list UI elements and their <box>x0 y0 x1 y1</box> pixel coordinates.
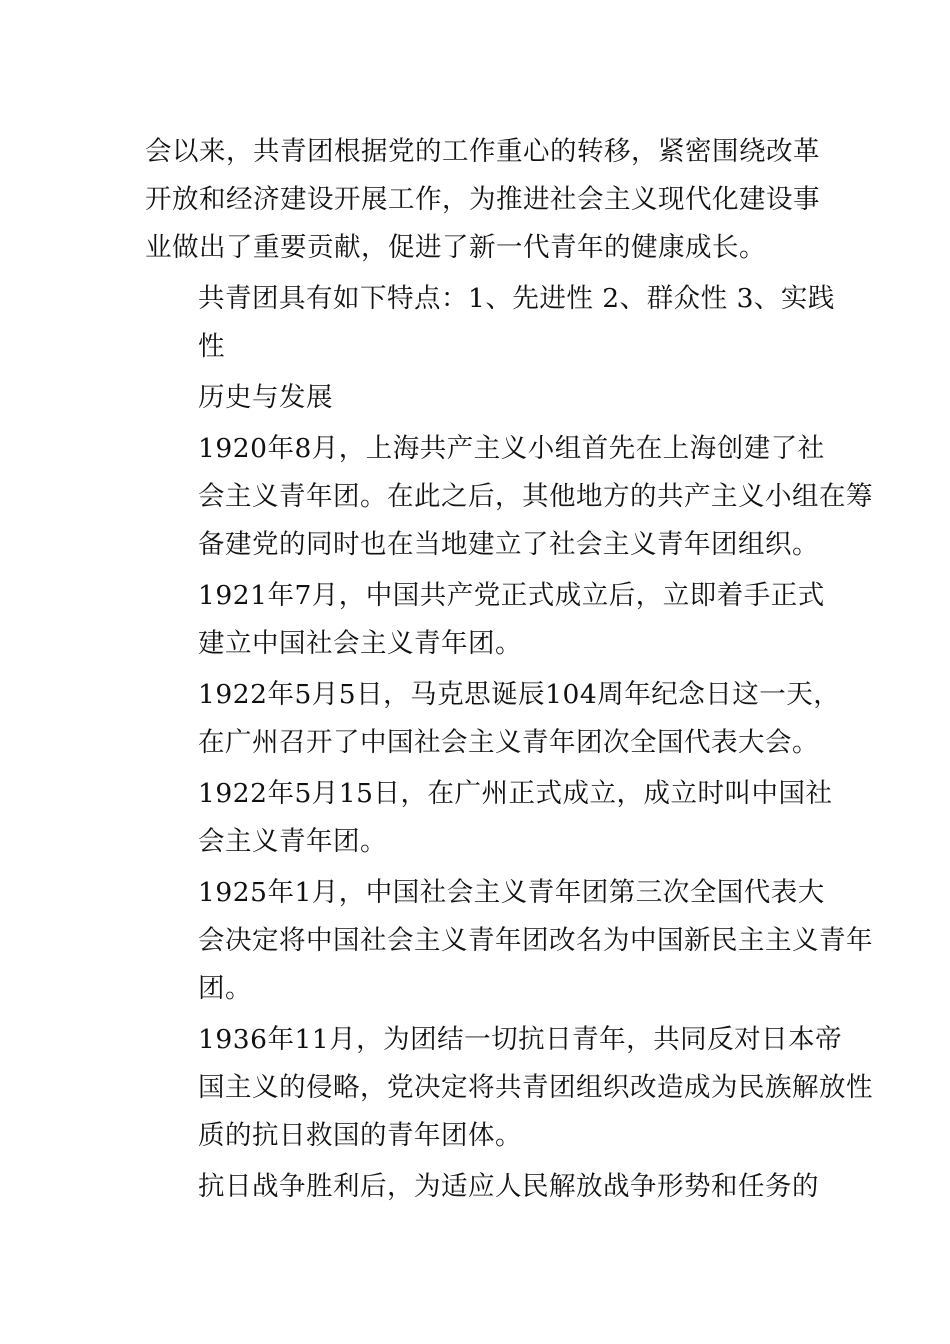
text-line: 性 <box>198 331 225 362</box>
paragraph-post-war <box>145 1163 819 1211</box>
text-line: 业做出了重要贡献，促进了新一代青年的健康成长。 <box>145 232 766 263</box>
text-line: 备建党的同时也在当地建立了社会主义青年团组织。 <box>198 529 819 560</box>
paragraph-1925 <box>145 869 873 1013</box>
text-line: 抗日战争胜利后，为适应人民解放战争形势和任务的 <box>198 1171 819 1202</box>
text-line: 会主义青年团。在此之后，其他地方的共产主义小组在筹 <box>198 481 873 512</box>
text-line: 建立中国社会主义青年团。 <box>198 628 522 659</box>
text-line: 质的抗日救国的青年团体。 <box>198 1120 522 1151</box>
text-line: 开放和经济建设开展工作，为推进社会主义现代化建设事 <box>145 184 820 215</box>
text-line: 会主义青年团。 <box>198 826 387 857</box>
text-line: 1936年11月，为团结一切抗日青年，共同反对日本帝 <box>198 1024 843 1055</box>
text-line: 1925年1月，中国社会主义青年团第三次全国代表大 <box>198 877 825 908</box>
document-page <box>145 128 873 1214</box>
text-line: 共青团具有如下特点：1、先进性 2、群众性 3、实践 <box>198 283 835 314</box>
paragraph-1921 <box>145 572 825 668</box>
paragraph-features <box>145 275 835 371</box>
text-line: 团。 <box>198 973 252 1004</box>
text-line: 会决定将中国社会主义青年团改名为中国新民主主义青年 <box>198 925 873 956</box>
text-line: 国主义的侵略，党决定将共青团组织改造成为民族解放性 <box>198 1072 873 1103</box>
section-heading: 历史与发展 <box>198 382 333 413</box>
paragraph-intro-continued <box>145 128 820 272</box>
paragraph-1922-may-15 <box>145 770 833 866</box>
text-line: 会以来，共青团根据党的工作重心的转移，紧密围绕改革 <box>145 136 820 167</box>
text-line: 在广州召开了中国社会主义青年团次全国代表大会。 <box>198 727 819 758</box>
text-line: 1922年5月5日，马克思诞辰104周年纪念日这一天， <box>198 679 841 710</box>
section-heading-history <box>145 374 810 422</box>
text-line: 1922年5月15日，在广州正式成立，成立时叫中国社 <box>198 778 833 809</box>
paragraph-1936 <box>145 1016 873 1160</box>
paragraph-1922-may-5 <box>145 671 841 767</box>
text-line: 1920年8月，上海共产主义小组首先在上海创建了社 <box>198 433 825 464</box>
paragraph-1920 <box>145 425 873 569</box>
text-line: 1921年7月，中国共产党正式成立后，立即着手正式 <box>198 580 825 611</box>
